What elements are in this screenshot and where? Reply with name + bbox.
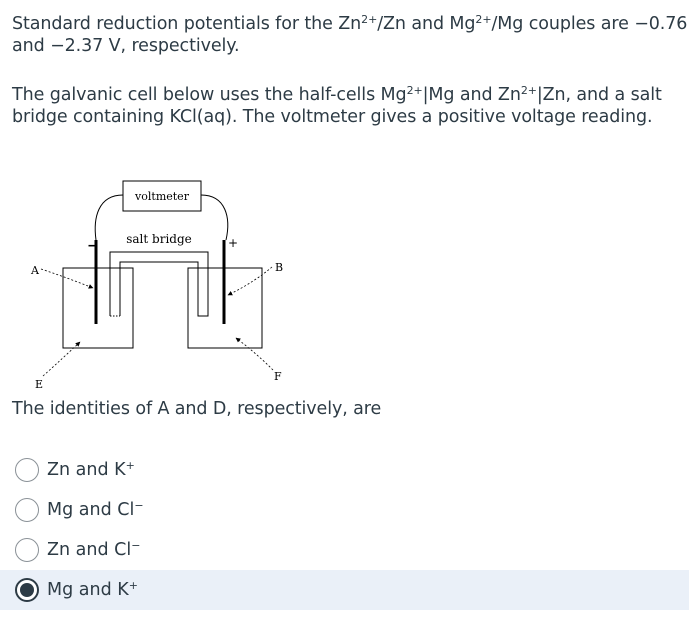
- salt-bridge-label: salt bridge: [126, 232, 192, 246]
- answer-label: Zn and Cl−: [47, 538, 141, 560]
- pointer-b: [228, 267, 272, 295]
- zn-halfcell-charge: 2+: [520, 83, 537, 97]
- answer-label: Zn and K+: [47, 458, 135, 480]
- right-wire: [201, 195, 228, 240]
- label-b: B: [275, 261, 284, 274]
- cell-text-b: |Mg and Zn: [422, 85, 521, 105]
- left-wire: [95, 195, 123, 240]
- answer-label: Mg and K+: [47, 578, 138, 600]
- answer-option-1[interactable]: [0, 450, 691, 490]
- salt-bridge: [110, 252, 208, 316]
- answer-option-2[interactable]: [0, 490, 691, 530]
- radio-button[interactable]: [15, 538, 39, 562]
- answer-label: Mg and Cl−: [47, 498, 144, 520]
- left-beaker: [63, 268, 133, 348]
- intro-text-b: /Zn and Mg: [377, 14, 476, 34]
- question-prompt: The identities of A and D, respectively, are: [12, 399, 382, 419]
- pointer-f: [236, 338, 273, 370]
- radio-button[interactable]: [15, 458, 39, 482]
- cell-text-a: The galvanic cell below uses the half-cells Mg: [12, 85, 407, 105]
- cell-description: [12, 84, 682, 128]
- galvanic-cell-diagram: [28, 178, 308, 393]
- mg-halfcell-charge: 2+: [406, 83, 423, 97]
- cell-text-c: |Zn, and a salt: [536, 85, 662, 105]
- intro-text-a: Standard reduction potentials for the Zn: [12, 14, 362, 34]
- radio-button[interactable]: [15, 498, 39, 522]
- label-a: A: [31, 264, 39, 277]
- problem-statement: [12, 12, 688, 57]
- pointer-e: [43, 342, 80, 376]
- voltmeter-label: voltmeter: [135, 190, 189, 203]
- zn-charge: 2+: [361, 12, 378, 26]
- intro-text-line2: and −2.37 V, respectively.: [12, 36, 240, 56]
- pointer-a: [41, 269, 93, 288]
- answer-option-4[interactable]: [0, 570, 689, 610]
- label-f: F: [274, 370, 282, 383]
- plus-sign: +: [228, 236, 239, 250]
- mg-charge: 2+: [475, 12, 492, 26]
- cell-text-line2: bridge containing KCl(aq). The voltmeter gives a positive voltage reading.: [12, 107, 653, 127]
- radio-button-selected[interactable]: [15, 578, 39, 602]
- answer-option-3[interactable]: [0, 530, 691, 570]
- minus-sign: −: [87, 238, 99, 254]
- intro-text-c: /Mg couples are −0.76: [491, 14, 688, 34]
- label-e: E: [35, 378, 44, 391]
- answer-options: [0, 450, 691, 610]
